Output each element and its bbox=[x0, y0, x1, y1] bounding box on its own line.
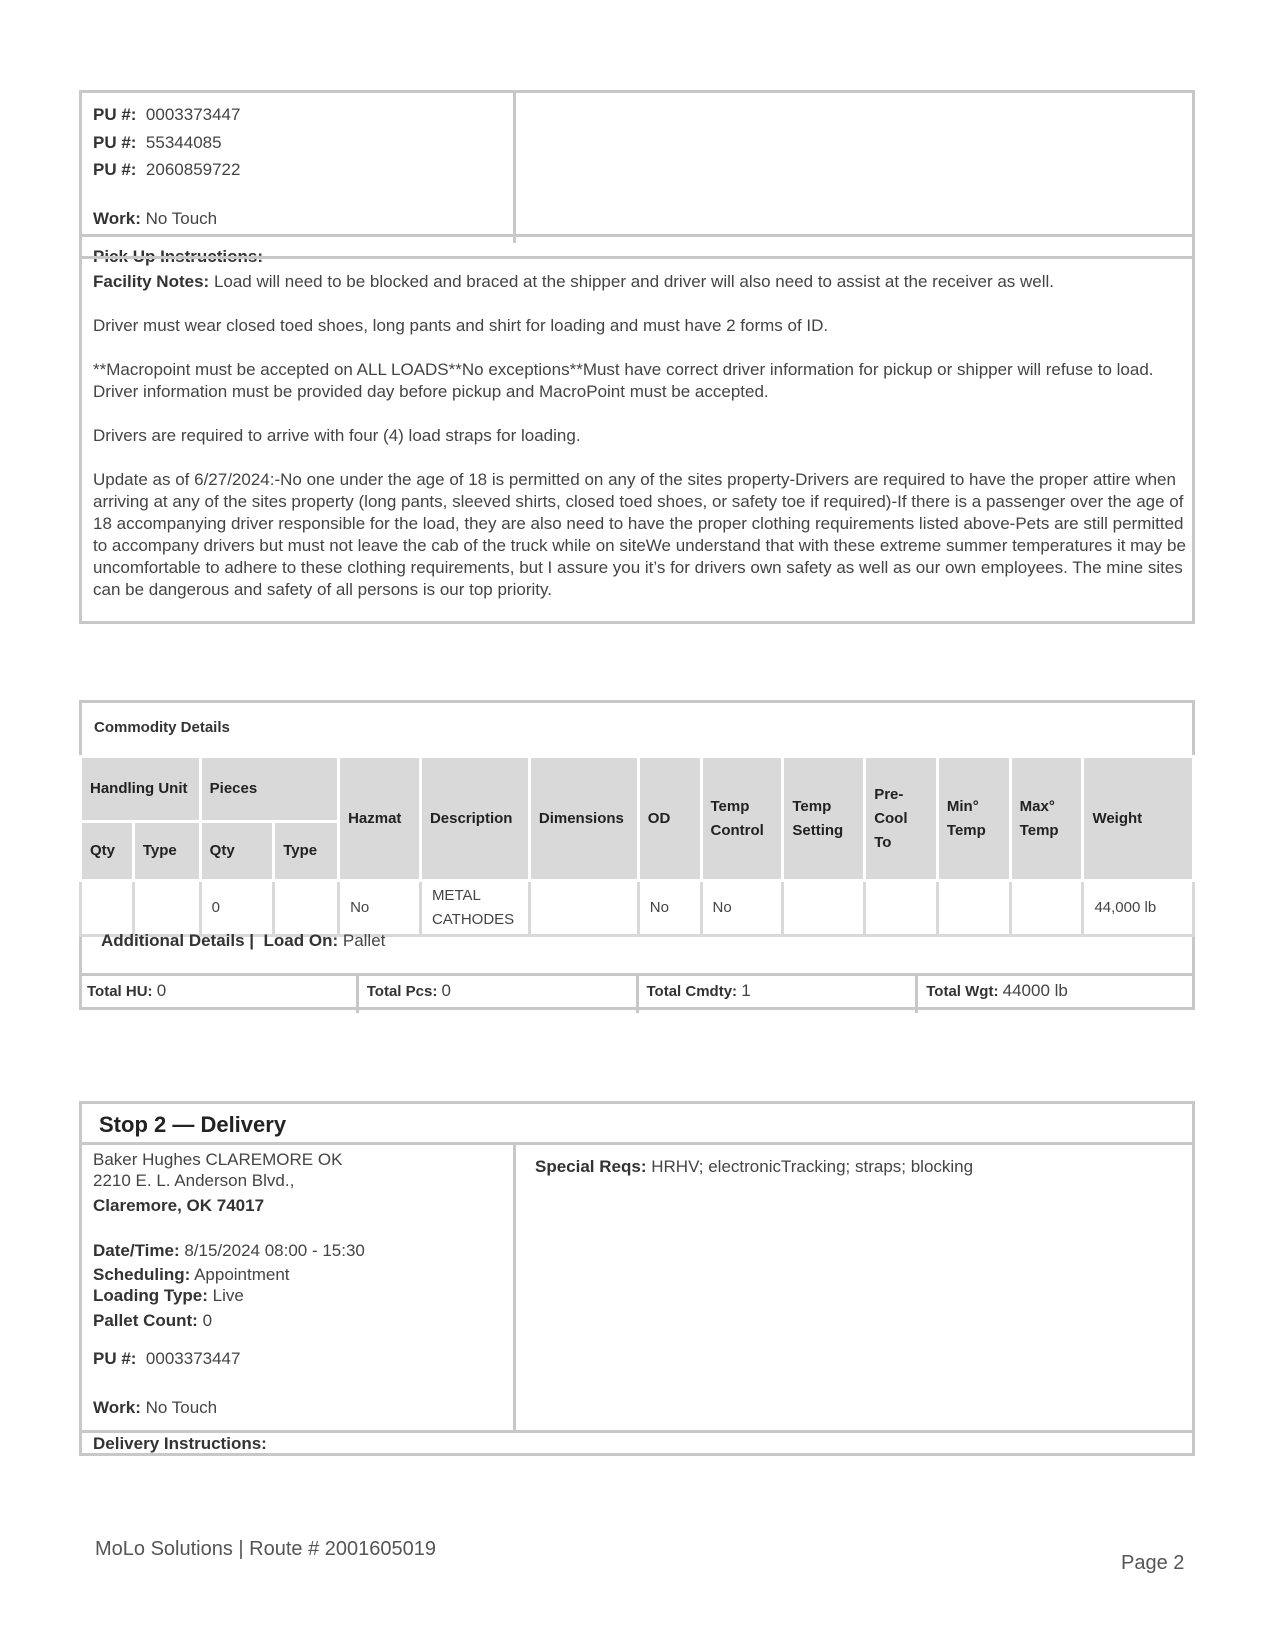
pu-number: 0003373447 bbox=[145, 105, 241, 124]
temp-setting-header: Temp Setting bbox=[783, 757, 865, 881]
city-state-zip: Claremore, OK 74017 bbox=[93, 1196, 265, 1215]
load-on-label: Load On: bbox=[263, 931, 339, 950]
dimensions-cell bbox=[529, 881, 638, 936]
company-name: Baker Hughes CLAREMORE OK bbox=[93, 1150, 343, 1169]
pu-label: PU #: bbox=[93, 1349, 137, 1368]
min-temp-header: Min° Temp bbox=[937, 757, 1010, 881]
footer-route: MoLo Solutions | Route # 2001605019 bbox=[95, 1538, 437, 1560]
totals-row bbox=[79, 973, 1195, 1013]
total-wgt-label: Total Wgt: bbox=[926, 983, 999, 1000]
special-reqs-label: Special Reqs: bbox=[535, 1157, 647, 1176]
work-label: Work: bbox=[93, 209, 141, 228]
precool-header: Pre-Cool To bbox=[865, 757, 938, 881]
pu-label: PU #: bbox=[93, 105, 137, 124]
total-cmdty bbox=[636, 976, 916, 1013]
total-cmdty-value: 1 bbox=[741, 981, 751, 1000]
handling-unit-header: Handling Unit bbox=[81, 757, 201, 822]
total-pcs-label: Total Pcs: bbox=[366, 983, 438, 1000]
facility-notes bbox=[93, 271, 1187, 623]
commodity-section bbox=[79, 700, 1195, 1010]
pu-number: 0003373447 bbox=[145, 1349, 241, 1368]
commodity-title: Commodity Details bbox=[94, 719, 230, 736]
temp-control-header: Temp Control bbox=[701, 757, 783, 881]
precool-cell bbox=[865, 881, 938, 936]
pcs-qty-header: Qty bbox=[200, 822, 274, 881]
delivery-instructions-label: Delivery Instructions: bbox=[93, 1434, 267, 1453]
max-temp-header: Max° Temp bbox=[1010, 757, 1083, 881]
datetime-label: Date/Time: bbox=[93, 1241, 180, 1260]
work-line bbox=[93, 209, 217, 229]
table-row bbox=[81, 881, 1194, 936]
commodity-table bbox=[79, 755, 1195, 937]
temp-control-cell: No bbox=[701, 881, 783, 936]
additional-details-label: Additional Details | bbox=[101, 931, 255, 950]
scheduling-value: Appointment bbox=[194, 1265, 290, 1284]
note-paragraph: Driver must wear closed toed shoes, long pants and shirt for loading and must have 2 forms of ID. bbox=[93, 316, 829, 335]
divider bbox=[82, 256, 1192, 259]
pu-label: PU #: bbox=[93, 133, 137, 152]
divider bbox=[82, 1430, 1192, 1433]
street-address: 2210 E. L. Anderson Blvd., bbox=[93, 1171, 295, 1190]
datetime-value: 8/15/2024 08:00 - 15:30 bbox=[184, 1241, 365, 1260]
pickup-left-cell bbox=[82, 93, 516, 243]
pallet-count-line bbox=[93, 1311, 212, 1331]
hazmat-header: Hazmat bbox=[339, 757, 421, 881]
facility-notes-first bbox=[93, 271, 1187, 293]
pickup-section bbox=[79, 90, 1195, 624]
hu-type-header: Type bbox=[133, 822, 200, 881]
stop2-left-cell bbox=[82, 1145, 516, 1431]
hu-type-cell bbox=[133, 881, 200, 936]
loading-type-line bbox=[93, 1286, 244, 1306]
pallet-count-value: 0 bbox=[202, 1311, 213, 1330]
total-wgt-value: 44000 lb bbox=[1002, 981, 1068, 1000]
loading-type-value: Live bbox=[212, 1286, 244, 1305]
datetime-line bbox=[93, 1241, 365, 1261]
table-header-row bbox=[81, 757, 1194, 822]
total-hu-label: Total HU: bbox=[87, 983, 153, 1000]
stop2-section bbox=[79, 1101, 1195, 1456]
dimensions-header: Dimensions bbox=[529, 757, 638, 881]
pu-number: 2060859722 bbox=[145, 160, 241, 179]
loading-type-label: Loading Type: bbox=[93, 1286, 208, 1305]
hazmat-cell: No bbox=[339, 881, 421, 936]
pu-number: 55344085 bbox=[145, 133, 222, 152]
description-cell: METAL CATHODES bbox=[420, 881, 529, 936]
load-on-value: Pallet bbox=[342, 931, 386, 950]
od-cell: No bbox=[638, 881, 701, 936]
pu-line bbox=[93, 133, 222, 153]
work-value: No Touch bbox=[145, 1398, 218, 1417]
work-value: No Touch bbox=[145, 209, 218, 228]
scheduling-line bbox=[93, 1265, 290, 1285]
note-paragraph: Drivers are required to arrive with four (4) load straps for loading. bbox=[93, 426, 581, 445]
special-reqs bbox=[535, 1157, 973, 1177]
min-temp-cell bbox=[937, 881, 1010, 936]
total-hu bbox=[79, 976, 356, 1013]
pu-line bbox=[93, 160, 240, 180]
facility-notes-text: Load will need to be blocked and braced at the shipper and driver will also need to assist at the receiver as well. bbox=[213, 272, 1055, 291]
weight-header: Weight bbox=[1083, 757, 1194, 881]
pcs-type-cell bbox=[274, 881, 339, 936]
description-header: Description bbox=[420, 757, 529, 881]
total-pcs bbox=[356, 976, 636, 1013]
pu-line bbox=[93, 105, 240, 125]
pu-line bbox=[93, 1349, 240, 1369]
pcs-qty-cell: 0 bbox=[200, 881, 274, 936]
total-hu-value: 0 bbox=[156, 981, 167, 1000]
additional-details bbox=[101, 931, 385, 951]
work-label: Work: bbox=[93, 1398, 141, 1417]
note-paragraph: Update as of 6/27/2024:-No one under the age of 18 is permitted on any of the sites property-Drivers are required to have the proper attire when arriving at any of the sites property (long pants, sleeved shirts, closed toed shoes, or safety toe if required)-If there is a passenger over the age of 18 accompanying driver responsible for the load, they are also need to have the proper clothing requirements listed above-Pets are still permitted to accompany drivers but must not leave the cab of the truck while on siteWe understand that with these extreme summer temperatures it may be uncomfortable to adhere to these clothing requirements, but I assure you it’s for drivers own safety as well as our own employees. The mine sites can be dangerous and safety of all persons is our top priority. bbox=[93, 470, 1186, 599]
total-pcs-value: 0 bbox=[441, 981, 451, 1000]
pallet-count-label: Pallet Count: bbox=[93, 1311, 198, 1330]
page-number: Page 2 bbox=[1121, 1552, 1185, 1574]
stop2-title: Stop 2 — Delivery bbox=[99, 1112, 287, 1137]
max-temp-cell bbox=[1010, 881, 1083, 936]
note-paragraph: **Macropoint must be accepted on ALL LOADS**No exceptions**Must have correct driver information for pickup or shipper will refuse to load. Driver information must be provided day before pickup and MacroPoint must be accepted. bbox=[93, 360, 1154, 401]
od-header: OD bbox=[638, 757, 701, 881]
special-reqs-value: HRHV; electronicTracking; straps; blocking bbox=[651, 1157, 974, 1176]
total-cmdty-label: Total Cmdty: bbox=[646, 983, 738, 1000]
weight-cell: 44,000 lb bbox=[1083, 881, 1194, 936]
scheduling-label: Scheduling: bbox=[93, 1265, 191, 1284]
divider bbox=[82, 234, 1192, 237]
pcs-type-header: Type bbox=[274, 822, 339, 881]
hu-qty-header: Qty bbox=[81, 822, 134, 881]
pieces-header: Pieces bbox=[200, 757, 338, 822]
total-wgt bbox=[915, 976, 1195, 1013]
work-line bbox=[93, 1398, 217, 1418]
temp-setting-cell bbox=[783, 881, 865, 936]
facility-notes-label: Facility Notes: bbox=[93, 272, 210, 291]
hu-qty-cell bbox=[81, 881, 134, 936]
pu-label: PU #: bbox=[93, 160, 137, 179]
